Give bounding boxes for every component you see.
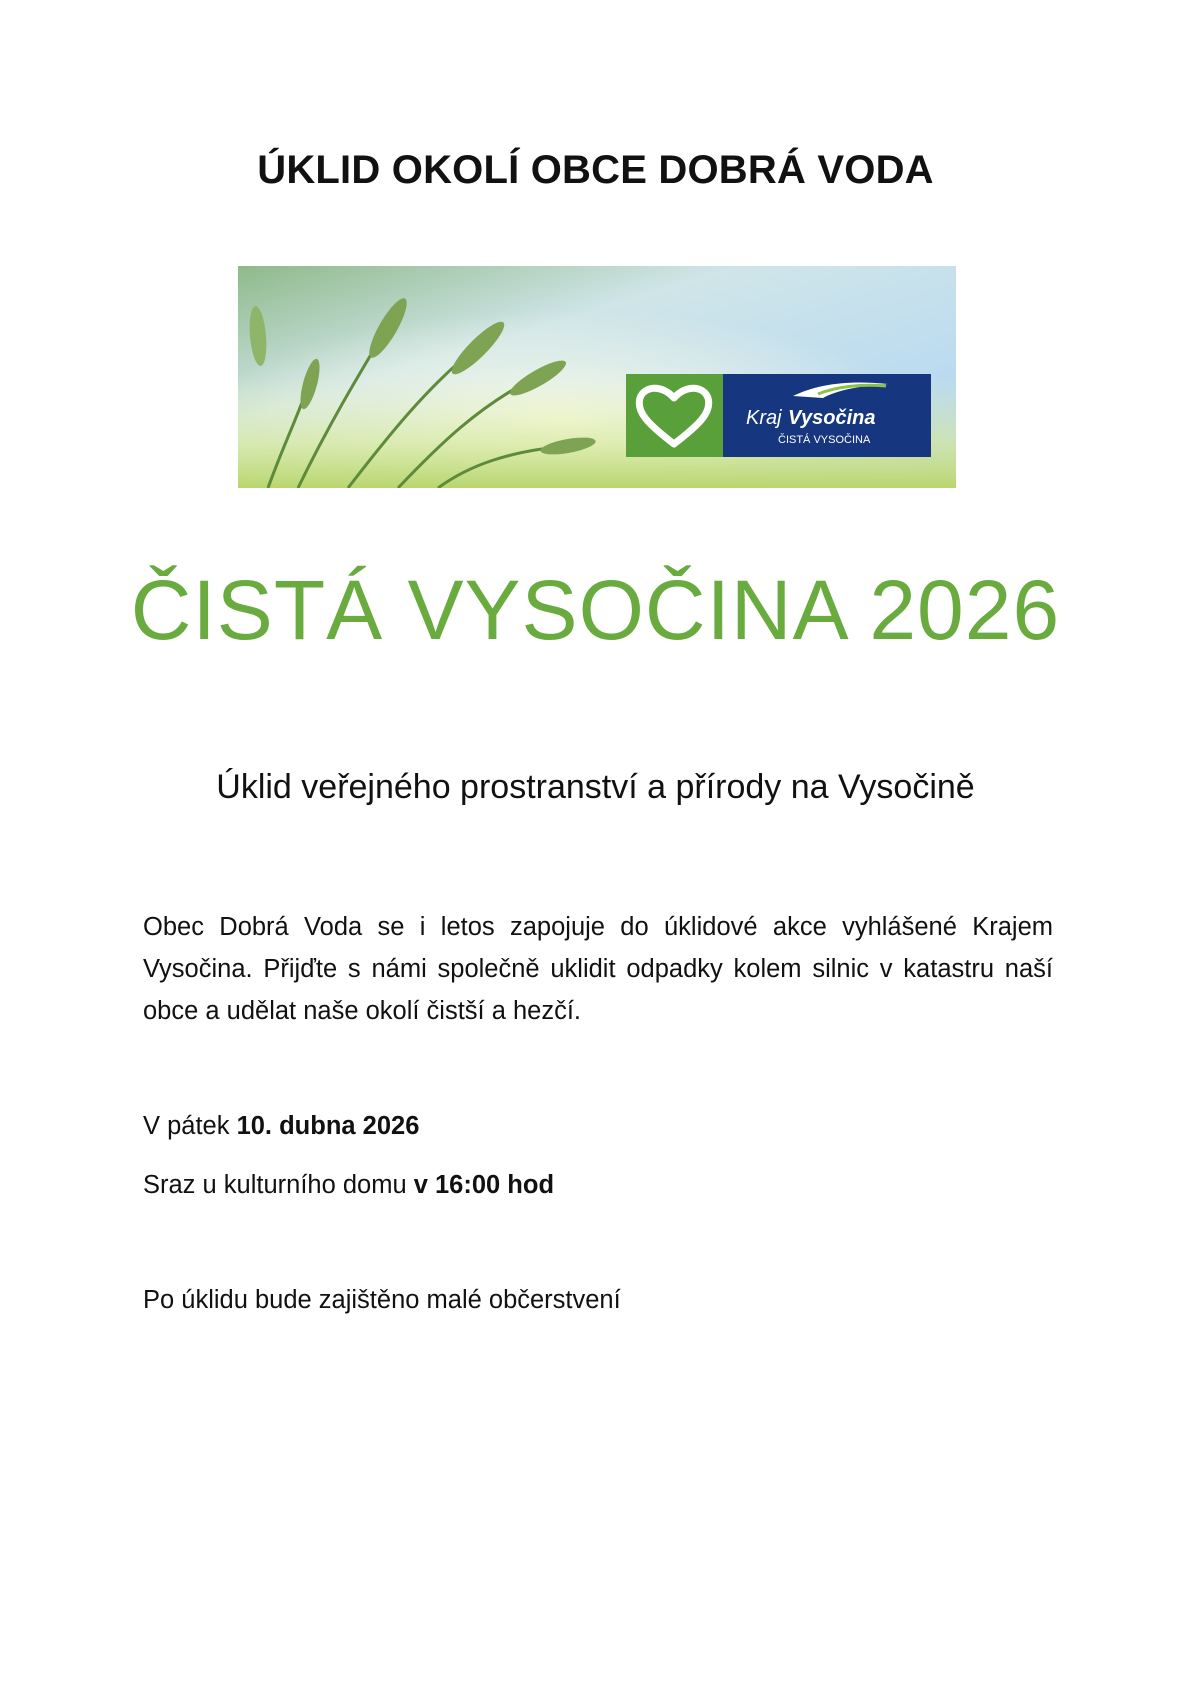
- event-date-prefix: V pátek: [143, 1112, 237, 1140]
- subtitle: Úklid veřejného prostranství a přírody na Vysočině: [216, 768, 975, 806]
- event-date-value: 10. dubna 2026: [236, 1112, 420, 1140]
- event-date: [143, 1105, 1053, 1147]
- logo-vysocina-text: Vysočina: [788, 407, 876, 429]
- intro-paragraph: Obec Dobrá Voda se i letos zapojuje do úklidové akce vyhlášené Krajem Vysočina. Přijďte s námi společně uklidit odpadky kolem silnic v katastru naší obce a udělat naše okolí čistší a hezčí.: [143, 913, 1053, 1025]
- cista-vysocina-banner: [238, 266, 956, 488]
- logo-kraj-text: Kraj: [746, 407, 782, 429]
- logo-subtext: ČISTÁ VYSOČINA: [778, 434, 871, 446]
- campaign-title: ČISTÁ VYSOČINA 2026: [130, 563, 1061, 657]
- kraj-vysocina-logo: [626, 374, 931, 457]
- meeting-point: [143, 1164, 1053, 1206]
- meeting-time: v 16:00 hod: [413, 1171, 555, 1199]
- page-heading: ÚKLID OKOLÍ OBCE DOBRÁ VODA: [257, 148, 934, 192]
- meeting-point-prefix: Sraz u kulturního domu: [143, 1171, 414, 1199]
- refreshment-note: Po úklidu bude zajištěno malé občerstvení: [143, 1286, 621, 1314]
